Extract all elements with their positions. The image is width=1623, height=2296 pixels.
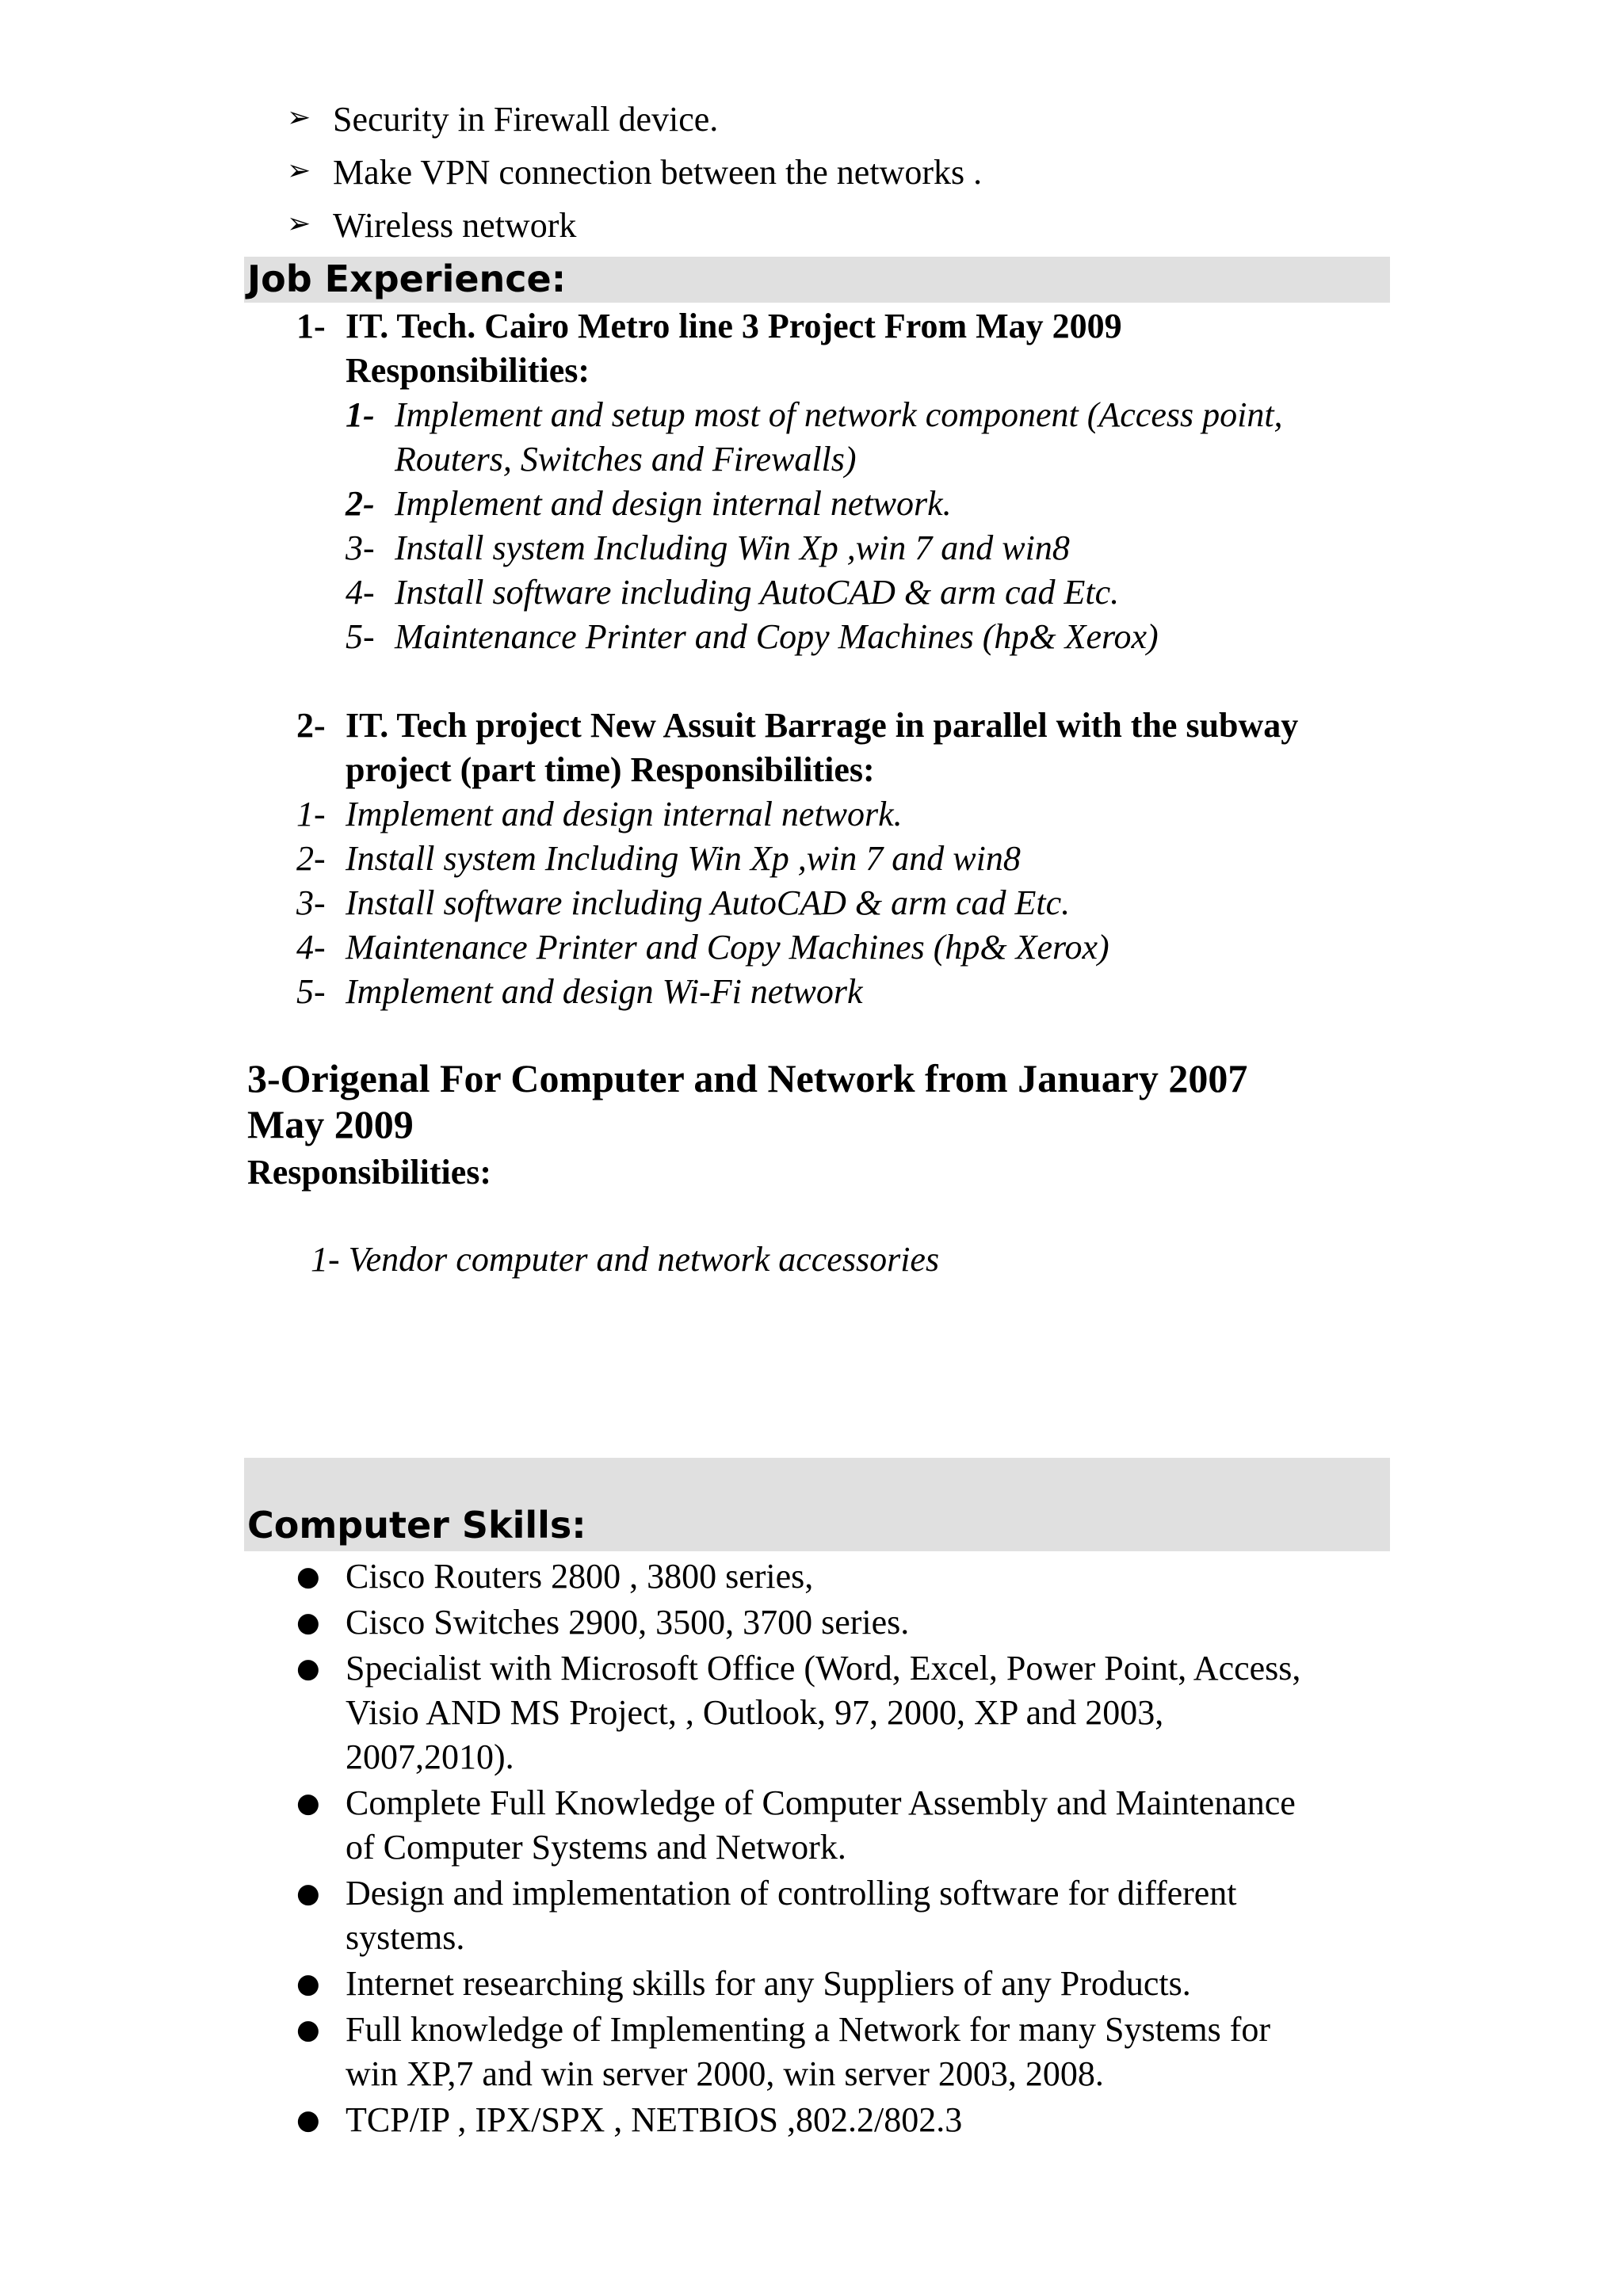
top-bullet-text: Make VPN connection between the networks . (333, 153, 983, 192)
bullet-dot-icon: ● (296, 2104, 320, 2136)
job-2-item-number: 2- (296, 839, 326, 878)
bullet-dot-icon: ● (296, 1561, 320, 1592)
job-2-item: Install system Including Win Xp ,win 7 and win8 (346, 839, 1021, 878)
skill-line: win XP,7 and win server 2000, win server 2003, 2008. (346, 2054, 1104, 2093)
job-2-title: project (part time) Responsibilities: (346, 750, 875, 789)
top-bullet-text: Wireless network (333, 206, 577, 245)
skill-line: TCP/IP , IPX/SPX , NETBIOS ,802.2/802.3 (346, 2100, 963, 2139)
skill-line: Cisco Routers 2800 , 3800 series, (346, 1557, 814, 1596)
top-bullet-text: Security in Firewall device. (333, 100, 719, 139)
arrow-bullet-icon: ➢ (287, 208, 311, 240)
job-2-item-number: 1- (296, 795, 326, 833)
job-1-item-number: 4- (346, 573, 375, 612)
job-2-item-number: 4- (296, 928, 326, 967)
skill-line: Internet researching skills for any Suppliers of any Products. (346, 1964, 1191, 2003)
job-1-number: 1- (296, 307, 326, 345)
job-1-item: Install software including AutoCAD & arm cad Etc. (395, 573, 1120, 612)
job-2-item: Maintenance Printer and Copy Machines (hp& Xerox) (346, 928, 1109, 967)
job-1-item-number: 5- (346, 617, 375, 656)
arrow-bullet-icon: ➢ (287, 101, 311, 134)
job-1-item: Implement and setup most of network component (Access point, (395, 395, 1283, 434)
skill-line: Cisco Switches 2900, 3500, 3700 series. (346, 1603, 910, 1642)
job-2-title: IT. Tech project New Assuit Barrage in parallel with the subway (346, 706, 1299, 745)
arrow-bullet-icon: ➢ (287, 154, 311, 187)
job-1-item: Maintenance Printer and Copy Machines (hp& Xerox) (395, 617, 1159, 656)
job-3-item: 1- Vendor computer and network accessories (311, 1240, 940, 1279)
job-2-number: 2- (296, 706, 326, 745)
skill-line: Full knowledge of Implementing a Network for many Systems for (346, 2010, 1271, 2049)
skill-line: of Computer Systems and Network. (346, 1828, 846, 1867)
job-2-item: Implement and design Wi-Fi network (346, 972, 863, 1011)
bullet-dot-icon: ● (296, 1968, 320, 2000)
bullet-dot-icon: ● (296, 2014, 320, 2046)
job-1-item-number: 1- (346, 395, 375, 434)
job-3-title: 3-Origenal For Computer and Network from January 2007 (247, 1056, 1248, 1100)
skill-line: 2007,2010). (346, 1737, 514, 1776)
skill-line: Complete Full Knowledge of Computer Assembly and Maintenance (346, 1783, 1296, 1822)
skill-line: systems. (346, 1918, 465, 1957)
job-2-item-number: 3- (296, 883, 326, 922)
bullet-dot-icon: ● (296, 1878, 320, 1909)
computer-skills-heading: Computer Skills: (247, 1504, 586, 1547)
bullet-dot-icon: ● (296, 1787, 320, 1819)
job-1-title: IT. Tech. Cairo Metro line 3 Project From May 2009 (346, 307, 1122, 345)
job-2-item-number: 5- (296, 972, 326, 1011)
job-1-item: Install system Including Win Xp ,win 7 and win8 (395, 528, 1070, 567)
job-1-responsibilities-label: Responsibilities: (346, 351, 590, 390)
job-1-item-number: 2- (346, 484, 375, 523)
skill-line: Specialist with Microsoft Office (Word, Excel, Power Point, Access, (346, 1649, 1301, 1688)
bullet-dot-icon: ● (296, 1653, 320, 1684)
job-1-item-number: 3- (346, 528, 375, 567)
job-2-item: Implement and design internal network. (346, 795, 903, 833)
job-experience-heading: Job Experience: (247, 257, 567, 300)
job-1-item: Routers, Switches and Firewalls) (395, 440, 857, 479)
job-2-item: Install software including AutoCAD & arm cad Etc. (346, 883, 1071, 922)
job-3-title: May 2009 (247, 1102, 414, 1146)
bullet-dot-icon: ● (296, 1607, 320, 1638)
job-3-responsibilities-label: Responsibilities: (247, 1153, 492, 1192)
job-1-item: Implement and design internal network. (395, 484, 952, 523)
skill-line: Visio AND MS Project, , Outlook, 97, 2000, XP and 2003, (346, 1693, 1164, 1732)
skill-line: Design and implementation of controlling software for different (346, 1874, 1237, 1913)
